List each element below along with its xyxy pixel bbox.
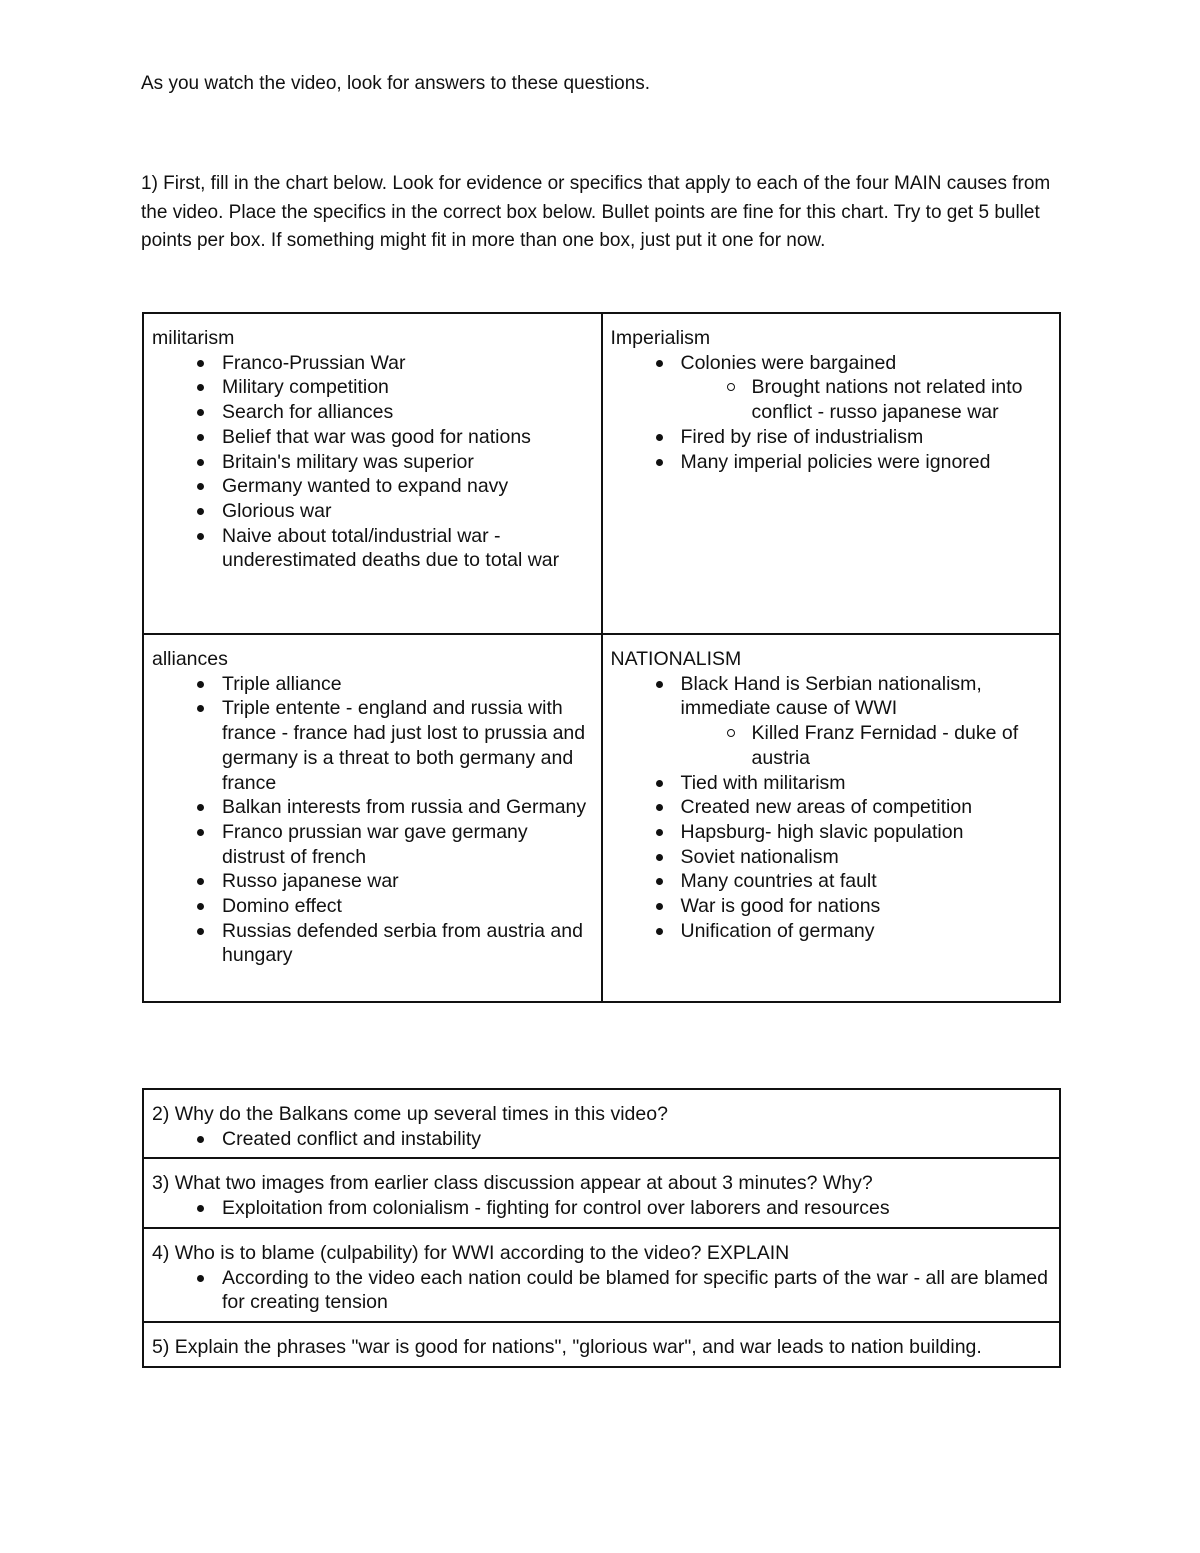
list-item: Russias defended serbia from austria and hungary <box>152 919 593 968</box>
question-3-cell[interactable] <box>143 1158 1060 1227</box>
list-item: Unification of germany <box>611 919 1052 944</box>
list-item: Triple alliance <box>152 672 593 697</box>
list-item: Russo japanese war <box>152 869 593 894</box>
questions-table <box>142 1088 1061 1368</box>
militarism-cell[interactable] <box>143 313 602 634</box>
militarism-title: militarism <box>152 327 235 349</box>
list-item: Glorious war <box>152 499 593 524</box>
question-2-cell[interactable] <box>143 1089 1060 1158</box>
list-item: Belief that war was good for nations <box>152 425 593 450</box>
sub-list-item: Killed Franz Fernidad - duke of austria <box>611 721 1052 770</box>
list-item: Tied with militarism <box>611 771 1052 796</box>
imperialism-list <box>611 351 1052 475</box>
sub-list-item: Brought nations not related into conflict - russo japanese war <box>611 375 1052 424</box>
question-4: 4) Who is to blame (culpability) for WWI according to the video? EXPLAIN <box>152 1241 790 1264</box>
list-item: Military competition <box>152 375 593 400</box>
list-item: Britain's military was superior <box>152 450 593 475</box>
question-2: 2) Why do the Balkans come up several times in this video? <box>152 1103 668 1125</box>
imperialism-title: Imperialism <box>610 327 711 349</box>
list-item: Many countries at fault <box>611 869 1052 894</box>
nationalism-list <box>611 672 1052 944</box>
question-5-cell[interactable] <box>143 1322 1060 1367</box>
question-4-cell[interactable] <box>143 1228 1060 1322</box>
nationalism-title: NATIONALISM <box>610 648 742 670</box>
list-item: Franco-Prussian War <box>152 351 593 376</box>
list-item: Domino effect <box>152 894 593 919</box>
alliances-title: alliances <box>152 648 228 670</box>
alliances-list <box>152 672 593 968</box>
causes-chart <box>142 312 1061 1003</box>
list-item: Black Hand is Serbian nationalism, immediate cause of WWI <box>611 672 1052 721</box>
list-item: Fired by rise of industrialism <box>611 425 1052 450</box>
answer-3: Exploitation from colonialism - fighting for control over laborers and resources <box>152 1196 1051 1221</box>
answer-4: According to the video each nation could be blamed for specific parts of the war - all are blamed for creating tension <box>152 1266 1051 1315</box>
question-3: 3) What two images from earlier class discussion appear at about 3 minutes? Why? <box>152 1172 873 1195</box>
list-item: Naive about total/industrial war - underestimated deaths due to total war <box>152 524 593 573</box>
list-item: Triple entente - england and russia with france - france had just lost to prussia and germany is a threat to both germany and france <box>152 696 593 795</box>
nationalism-cell[interactable] <box>602 634 1061 1002</box>
intro-text: As you watch the video, look for answers to these questions. <box>141 73 651 94</box>
list-item: Soviet nationalism <box>611 845 1052 870</box>
list-item: Created new areas of competition <box>611 795 1052 820</box>
list-item: Germany wanted to expand navy <box>152 474 593 499</box>
instructions-text: 1) First, fill in the chart below. Look for evidence or specifics that apply to each of the four MAIN causes from the video. Place the specifics in the correct box below. Bullet points are fine for this chart. Try to get 5 bullet points per box. If something might fit in more than one box, just put it one for now. <box>141 173 1051 251</box>
question-5: 5) Explain the phrases "war is good for nations", "glorious war", and war leads to nation building. <box>152 1335 982 1358</box>
list-item: War is good for nations <box>611 894 1052 919</box>
militarism-list <box>152 351 593 573</box>
list-item: Many imperial policies were ignored <box>611 450 1052 475</box>
list-item: Colonies were bargained <box>611 351 1052 376</box>
list-item: Franco prussian war gave germany distrust of french <box>152 820 593 869</box>
alliances-cell[interactable] <box>143 634 602 1002</box>
list-item: Search for alliances <box>152 400 593 425</box>
answer-2: Created conflict and instability <box>152 1127 1051 1152</box>
list-item: Balkan interests from russia and Germany <box>152 795 593 820</box>
list-item: Hapsburg- high slavic population <box>611 820 1052 845</box>
imperialism-cell[interactable] <box>602 313 1061 634</box>
